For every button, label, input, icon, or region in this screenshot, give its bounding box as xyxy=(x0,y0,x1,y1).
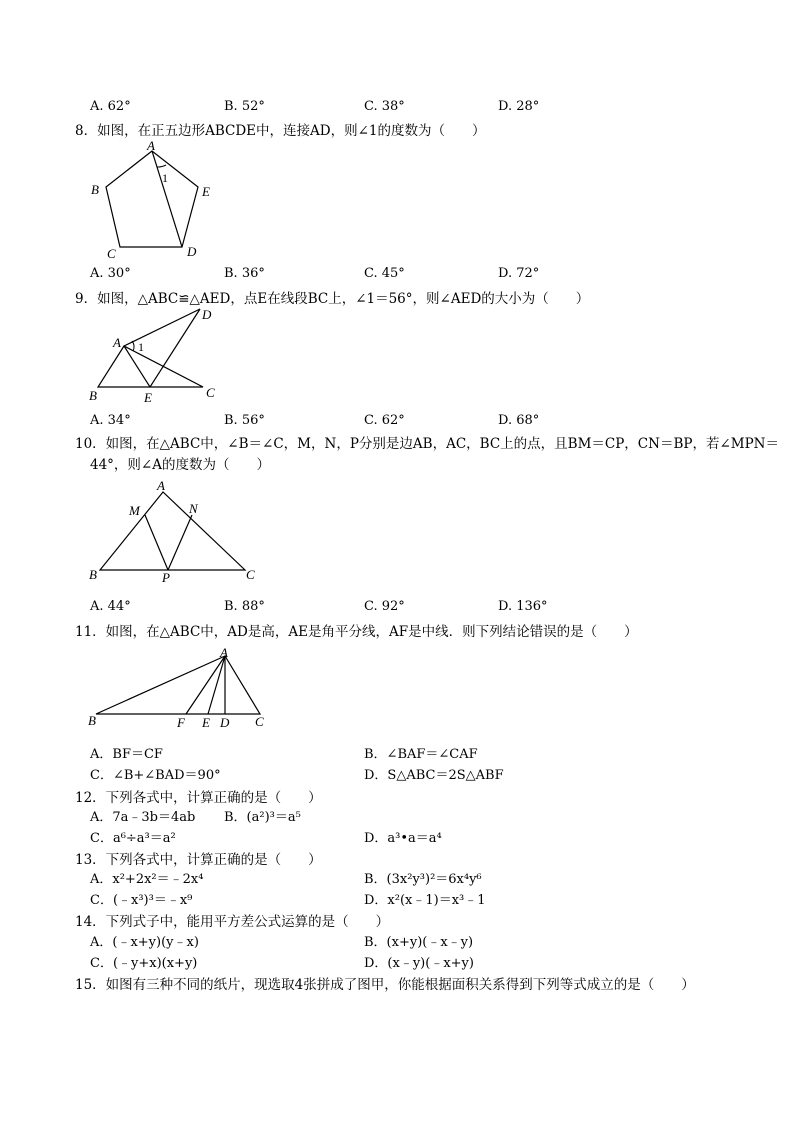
q9-label-1: 1 xyxy=(138,340,144,354)
q11-label-d: D xyxy=(220,715,230,730)
q10-label-p: P xyxy=(162,570,170,585)
q9-option-d: D. 68° xyxy=(498,413,540,428)
q13-option-b: B．(3x²y³)²＝6x⁴y⁶ xyxy=(364,872,482,887)
q9-label-e: E xyxy=(144,390,152,405)
q11-segment-ae xyxy=(208,656,225,714)
q10-option-a: A. 44° xyxy=(90,599,131,614)
q10-label-b: B xyxy=(89,567,97,582)
q8-label-d: D xyxy=(187,244,197,259)
q9-label-a: A xyxy=(113,335,121,350)
q9-label-b: B xyxy=(89,388,97,403)
q13-option-c: C．(﹣x³)³＝﹣x⁹ xyxy=(90,893,193,908)
q10-label-a: A xyxy=(157,478,165,493)
q8-option-b: B. 36° xyxy=(224,266,265,281)
q15-stem: 15．如图有三种不同的纸片，现选取4张拼成了图甲，你能根据面积关系得到下列等式成立的是（ ） xyxy=(75,977,695,993)
q11-triangle-abc xyxy=(96,656,260,714)
q8-label-b: B xyxy=(91,182,99,197)
q12-stem: 12．下列各式中，计算正确的是（ ） xyxy=(75,790,322,806)
q13-option-d: D．x²(x﹣1)＝x³﹣1 xyxy=(364,893,486,908)
q10-stem-line1: 10．如图，在△ABC中，∠B＝∠C，M，N，P分别是边AB，AC，BC上的点，且BM＝CP，CN＝BP，若∠MPN＝ xyxy=(75,436,779,452)
q11-label-f: F xyxy=(177,715,185,730)
q9-label-d: D xyxy=(202,307,212,322)
q14-option-d: D．(x﹣y)(﹣x+y) xyxy=(364,956,474,971)
q10-option-d: D. 136° xyxy=(498,599,548,614)
q11-option-d: D．S△ABC＝2S△ABF xyxy=(364,768,504,783)
q8-label-1: 1 xyxy=(162,171,168,185)
q9-stem: 9．如图，△ABC≌△AED，点E在线段BC上，∠1＝56°，则∠AED的大小为（ ） xyxy=(75,291,590,307)
q7-option-a: A. 62° xyxy=(90,99,131,114)
q13-stem: 13．下列各式中，计算正确的是（ ） xyxy=(75,852,322,868)
q8-label-a: A xyxy=(147,138,155,153)
q14-option-a: A．(﹣x+y)(y﹣x) xyxy=(90,935,199,950)
q11-label-e: E xyxy=(202,715,210,730)
q8-stem: 8．如图，在正五边形ABCDE中，连接AD，则∠1的度数为（ ） xyxy=(75,123,486,139)
q8-option-c: C. 45° xyxy=(364,266,405,281)
q12-option-b: B．(a²)³＝a⁵ xyxy=(224,810,301,825)
q13-option-a: A．x²+2x²＝﹣2x⁴ xyxy=(90,872,204,887)
q11-label-b: B xyxy=(88,713,96,728)
q10-label-c: C xyxy=(246,567,255,582)
q10-option-c: C. 92° xyxy=(364,599,405,614)
q10-label-n: N xyxy=(189,501,198,516)
q10-label-m: M xyxy=(129,503,140,518)
q12-option-c: C．a⁶÷a³＝a² xyxy=(90,831,176,846)
q14-option-c: C．(﹣y+x)(x+y) xyxy=(90,956,198,971)
q14-option-b: B．(x+y)(﹣x﹣y) xyxy=(364,935,474,950)
q12-option-d: D．a³•a＝a⁴ xyxy=(364,831,442,846)
q11-option-c: C．∠B+∠BAD＝90° xyxy=(90,768,221,783)
q10-option-b: B. 88° xyxy=(224,599,265,614)
q12-option-a: A．7a﹣3b＝4ab xyxy=(90,810,196,825)
q11-label-c: C xyxy=(255,714,264,729)
q7-option-d: D. 28° xyxy=(498,99,540,114)
q9-label-c: C xyxy=(206,385,215,400)
q8-label-e: E xyxy=(202,184,210,199)
q8-option-a: A. 30° xyxy=(90,266,131,281)
q7-option-c: C. 38° xyxy=(364,99,405,114)
q7-option-b: B. 52° xyxy=(224,99,265,114)
q11-stem: 11．如图，在△ABC中，AD是高，AE是角平分线，AF是中线．则下列结论错误的是（ ） xyxy=(75,624,638,640)
q8-option-d: D. 72° xyxy=(498,266,540,281)
q9-option-c: C. 62° xyxy=(364,413,405,428)
q8-label-c: C xyxy=(107,246,116,261)
q11-label-a: A xyxy=(220,645,228,660)
q11-option-a: A．BF＝CF xyxy=(90,747,163,762)
q9-option-b: B. 56° xyxy=(224,413,265,428)
q10-stem-line2: 44°，则∠A的度数为（ ） xyxy=(90,457,270,473)
q11-option-b: B．∠BAF＝∠CAF xyxy=(364,747,478,762)
q9-option-a: A. 34° xyxy=(90,413,131,428)
q14-stem: 14．下列式子中，能用平方差公式运算的是（ ） xyxy=(75,914,390,930)
